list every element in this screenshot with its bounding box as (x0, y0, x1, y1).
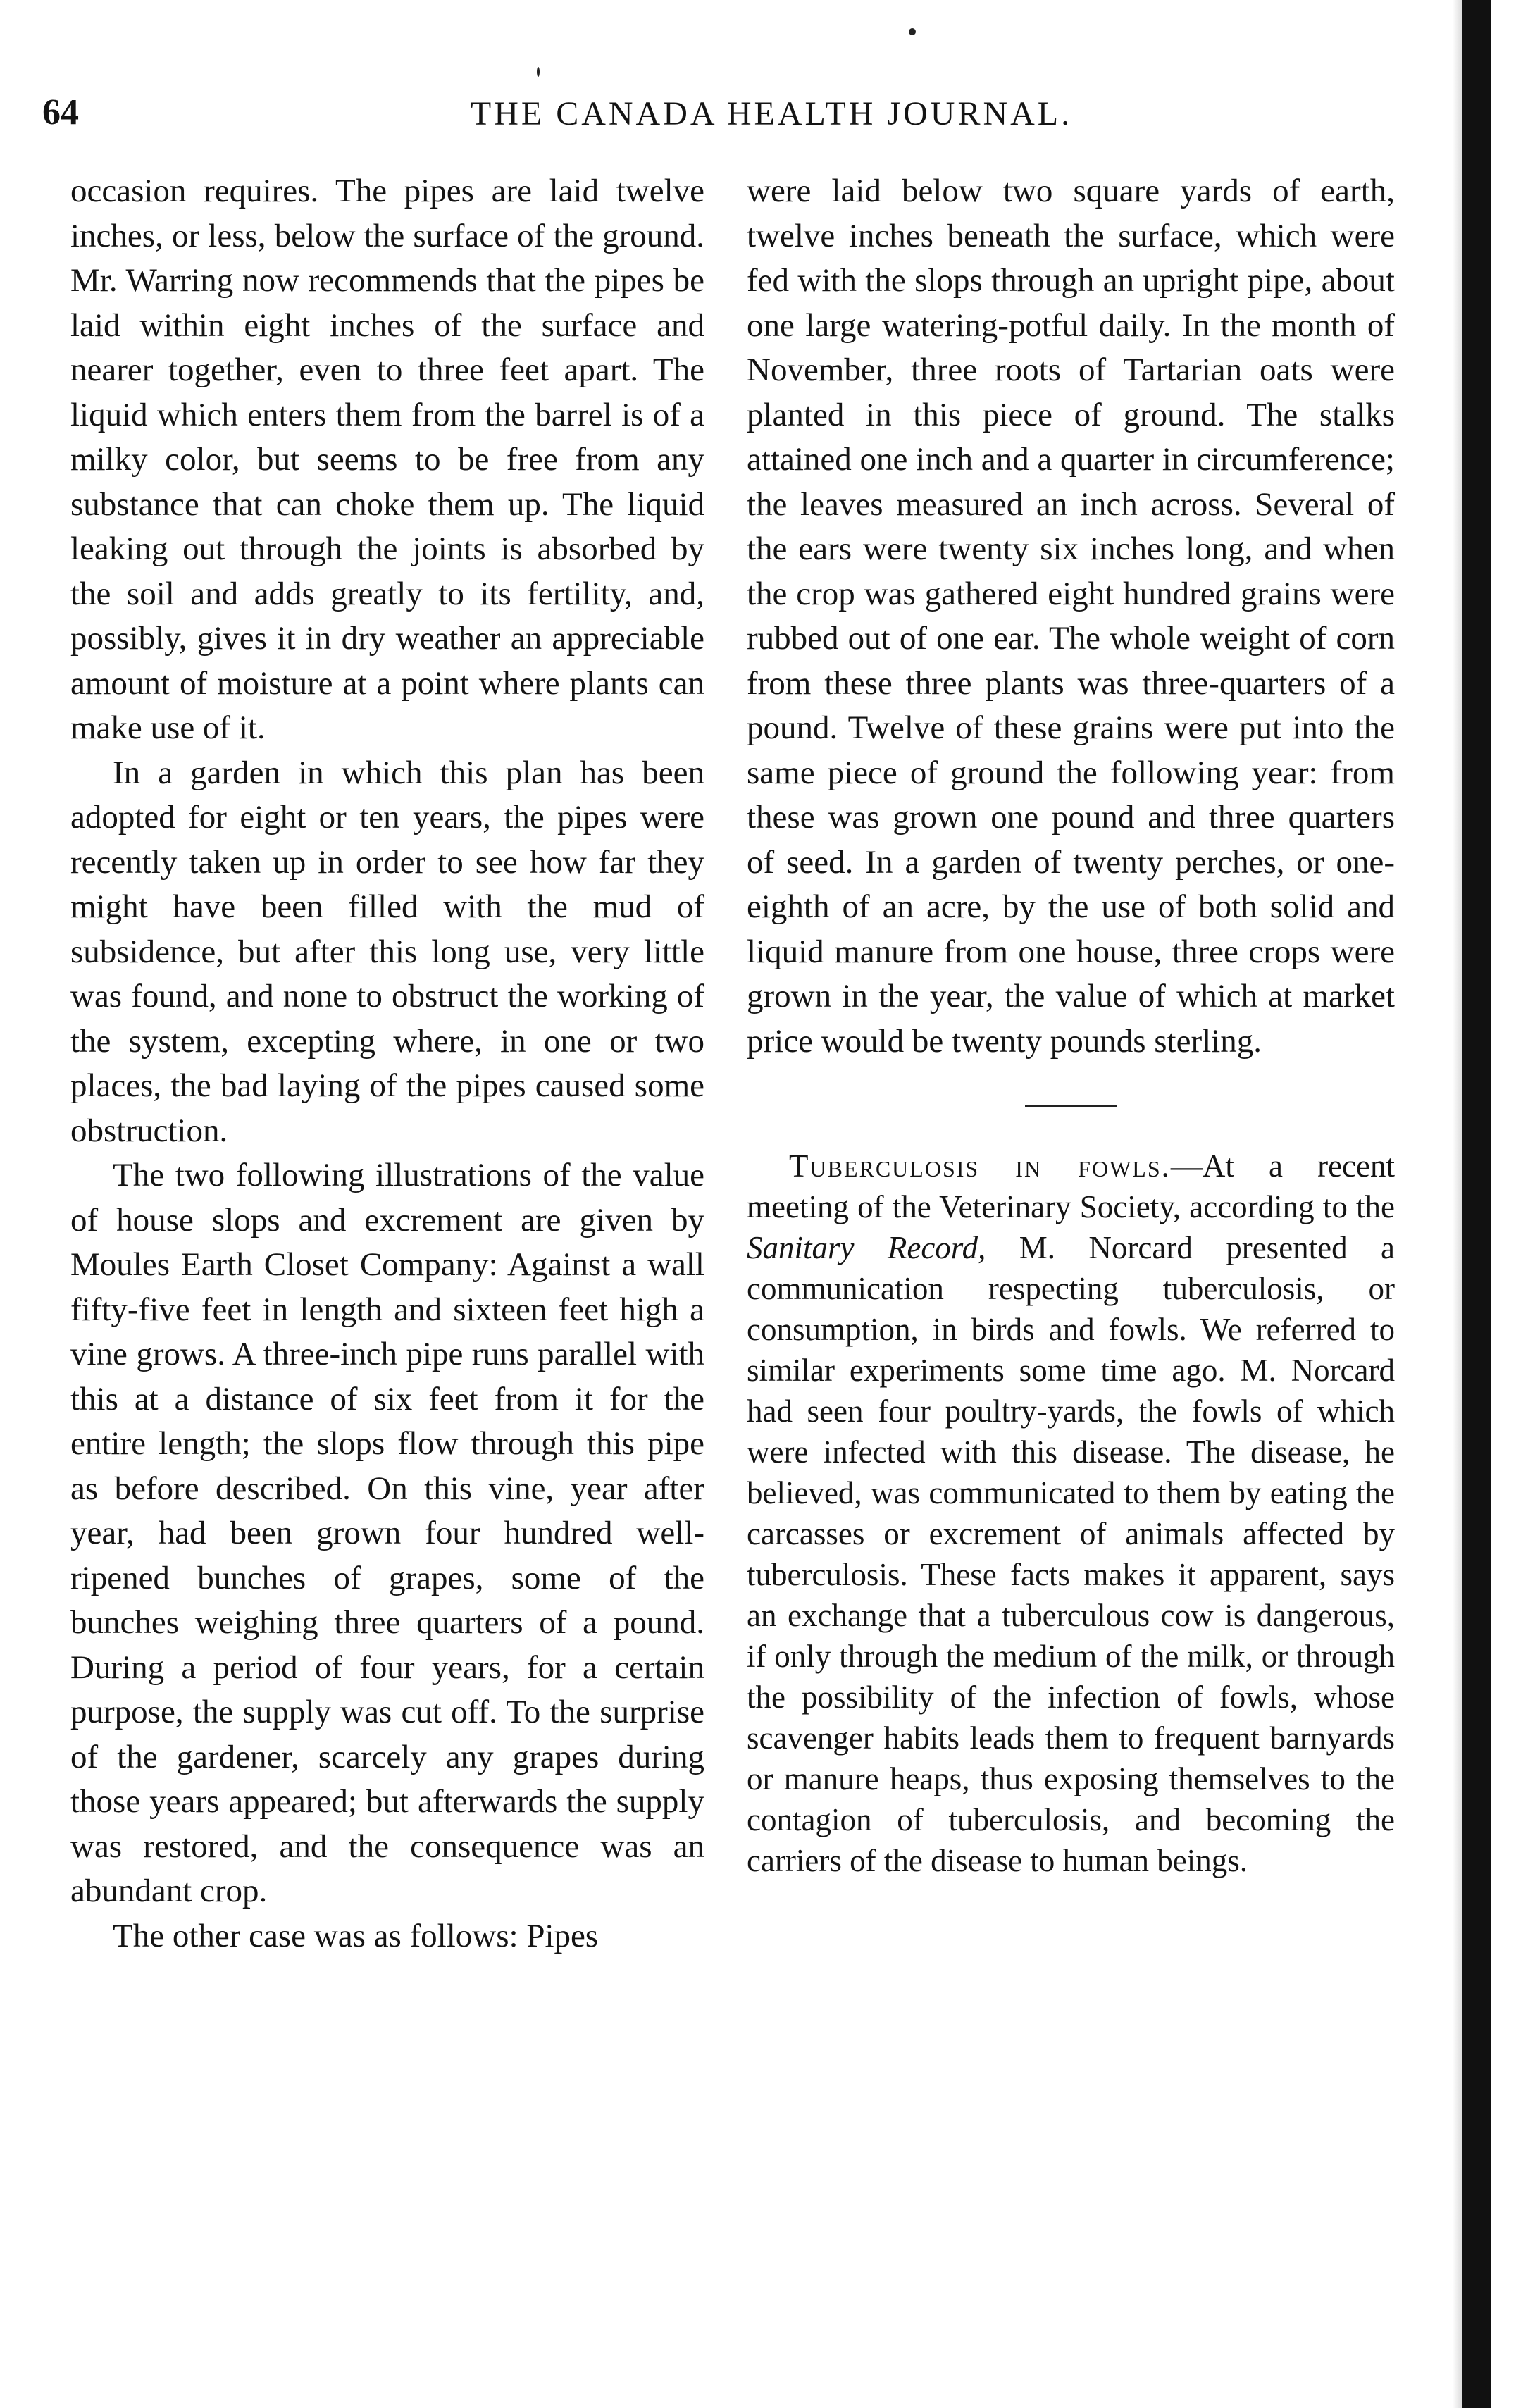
paragraph: The two following illustrations of the value of house slops and excrement are given by Moules Earth Closet Company: Against a wall fifty-five feet in length and sixteen feet high a vine grows. A three-inch pipe runs parallel with this at a distance of six feet from it for the entire length; the slops flow through this pipe as before described. On this vine, year after year, had been grown four hundred well-ripened bunches of grapes, some of the bunches weighing three quarters of a pound. During a period of four years, for a certain purpose, the supply was cut off. To the surprise of the gardener, scarcely any grapes during those years appeared; but afterwards the supply was restored, and the consequence was an abundant crop. (70, 1157, 704, 1909)
article-tuberculosis-in-fowls (747, 1146, 1395, 1881)
ink-speck (537, 67, 540, 77)
running-head: THE CANADA HEALTH JOURNAL. (470, 95, 1073, 132)
paragraph: The other case was as follows: Pipes (113, 1917, 599, 1954)
section-divider (1025, 1105, 1117, 1107)
ink-speck (909, 28, 916, 35)
page-edge-shadow (1453, 0, 1462, 2408)
page-header (42, 92, 1412, 148)
page-number: 64 (42, 92, 79, 132)
paragraph: In a garden in which this plan has been adopted for eight or ten years, the pipes were recently taken up in order to see how far they might have been filled with the mud of subsidence, but after this long use, very little was found, and none to obstruct the working of the system, excepting where, in one or two places, the bad laying of the pipes caused some obstruction. (70, 754, 704, 1149)
paragraph: occasion requires. The pipes are laid twelve inches, or less, below the surface of the ground. Mr. Warring now recommends that the pipes be laid within eight inches of the surface and nearer together, even to three feet apart. The liquid which enters them from the barrel is of a milky color, but seems to be free from any substance that can choke them up. The liquid leaking out through the joints is absorbed by the soil and adds greatly to its fertility, and, possibly, gives it in dry weather an appreciable amount of moisture at a point where plants can make use of it. (70, 173, 704, 746)
article-text-intro: —At a recent meeting of the Veterinary Society, according to the (747, 1148, 1395, 1224)
article-source: Sanitary Record, (747, 1230, 986, 1265)
article-heading: Tuberculosis in fowls. (789, 1148, 1171, 1184)
right-column (747, 169, 1395, 1881)
left-column (70, 169, 704, 1959)
article-text-body: M. Norcard presented a communication respecting tuberculosis, or consumption, in birds and fowls. We referred to similar experiments some time ago. M. Norcard had seen four poultry-yards, the fowls of which were infected with this disease. The disease, he believed, was communicated to them by eating the carcasses or excrement of animals affected by tuberculosis. These facts makes it apparent, says an exchange that a tuberculous cow is dangerous, if only through the medium of the milk, or through the possibility of the infection of fowls, whose scavenger habits leads them to frequent barnyards or manure heaps, thus exposing themselves to the contagion of tuberculosis, and becoming the carriers of the disease to human beings. (747, 1230, 1395, 1878)
continued-paragraph: were laid below two square yards of earth, twelve inches beneath the surface, which were fed with the slops through an upright pipe, about one large watering-potful daily. In the month of November, three roots of Tartarian oats were planted in this piece of ground. The stalks attained one inch and a quarter in circumference; the leaves measured an inch across. Several of the ears were twenty six inches long, and when the crop was gathered eight hundred grains were rubbed out of one ear. The whole weight of corn from these three plants was three-quarters of a pound. Twelve of these grains were put into the same piece of ground the following year: from these was grown one pound and three quarters of seed. In a garden of twenty perches, or one-eighth of an acre, by the use of both solid and liquid manure from one house, three crops were grown in the year, the value of which at market price would be twenty pounds sterling. (747, 173, 1395, 1060)
scan-edge-bar (1462, 0, 1491, 2408)
